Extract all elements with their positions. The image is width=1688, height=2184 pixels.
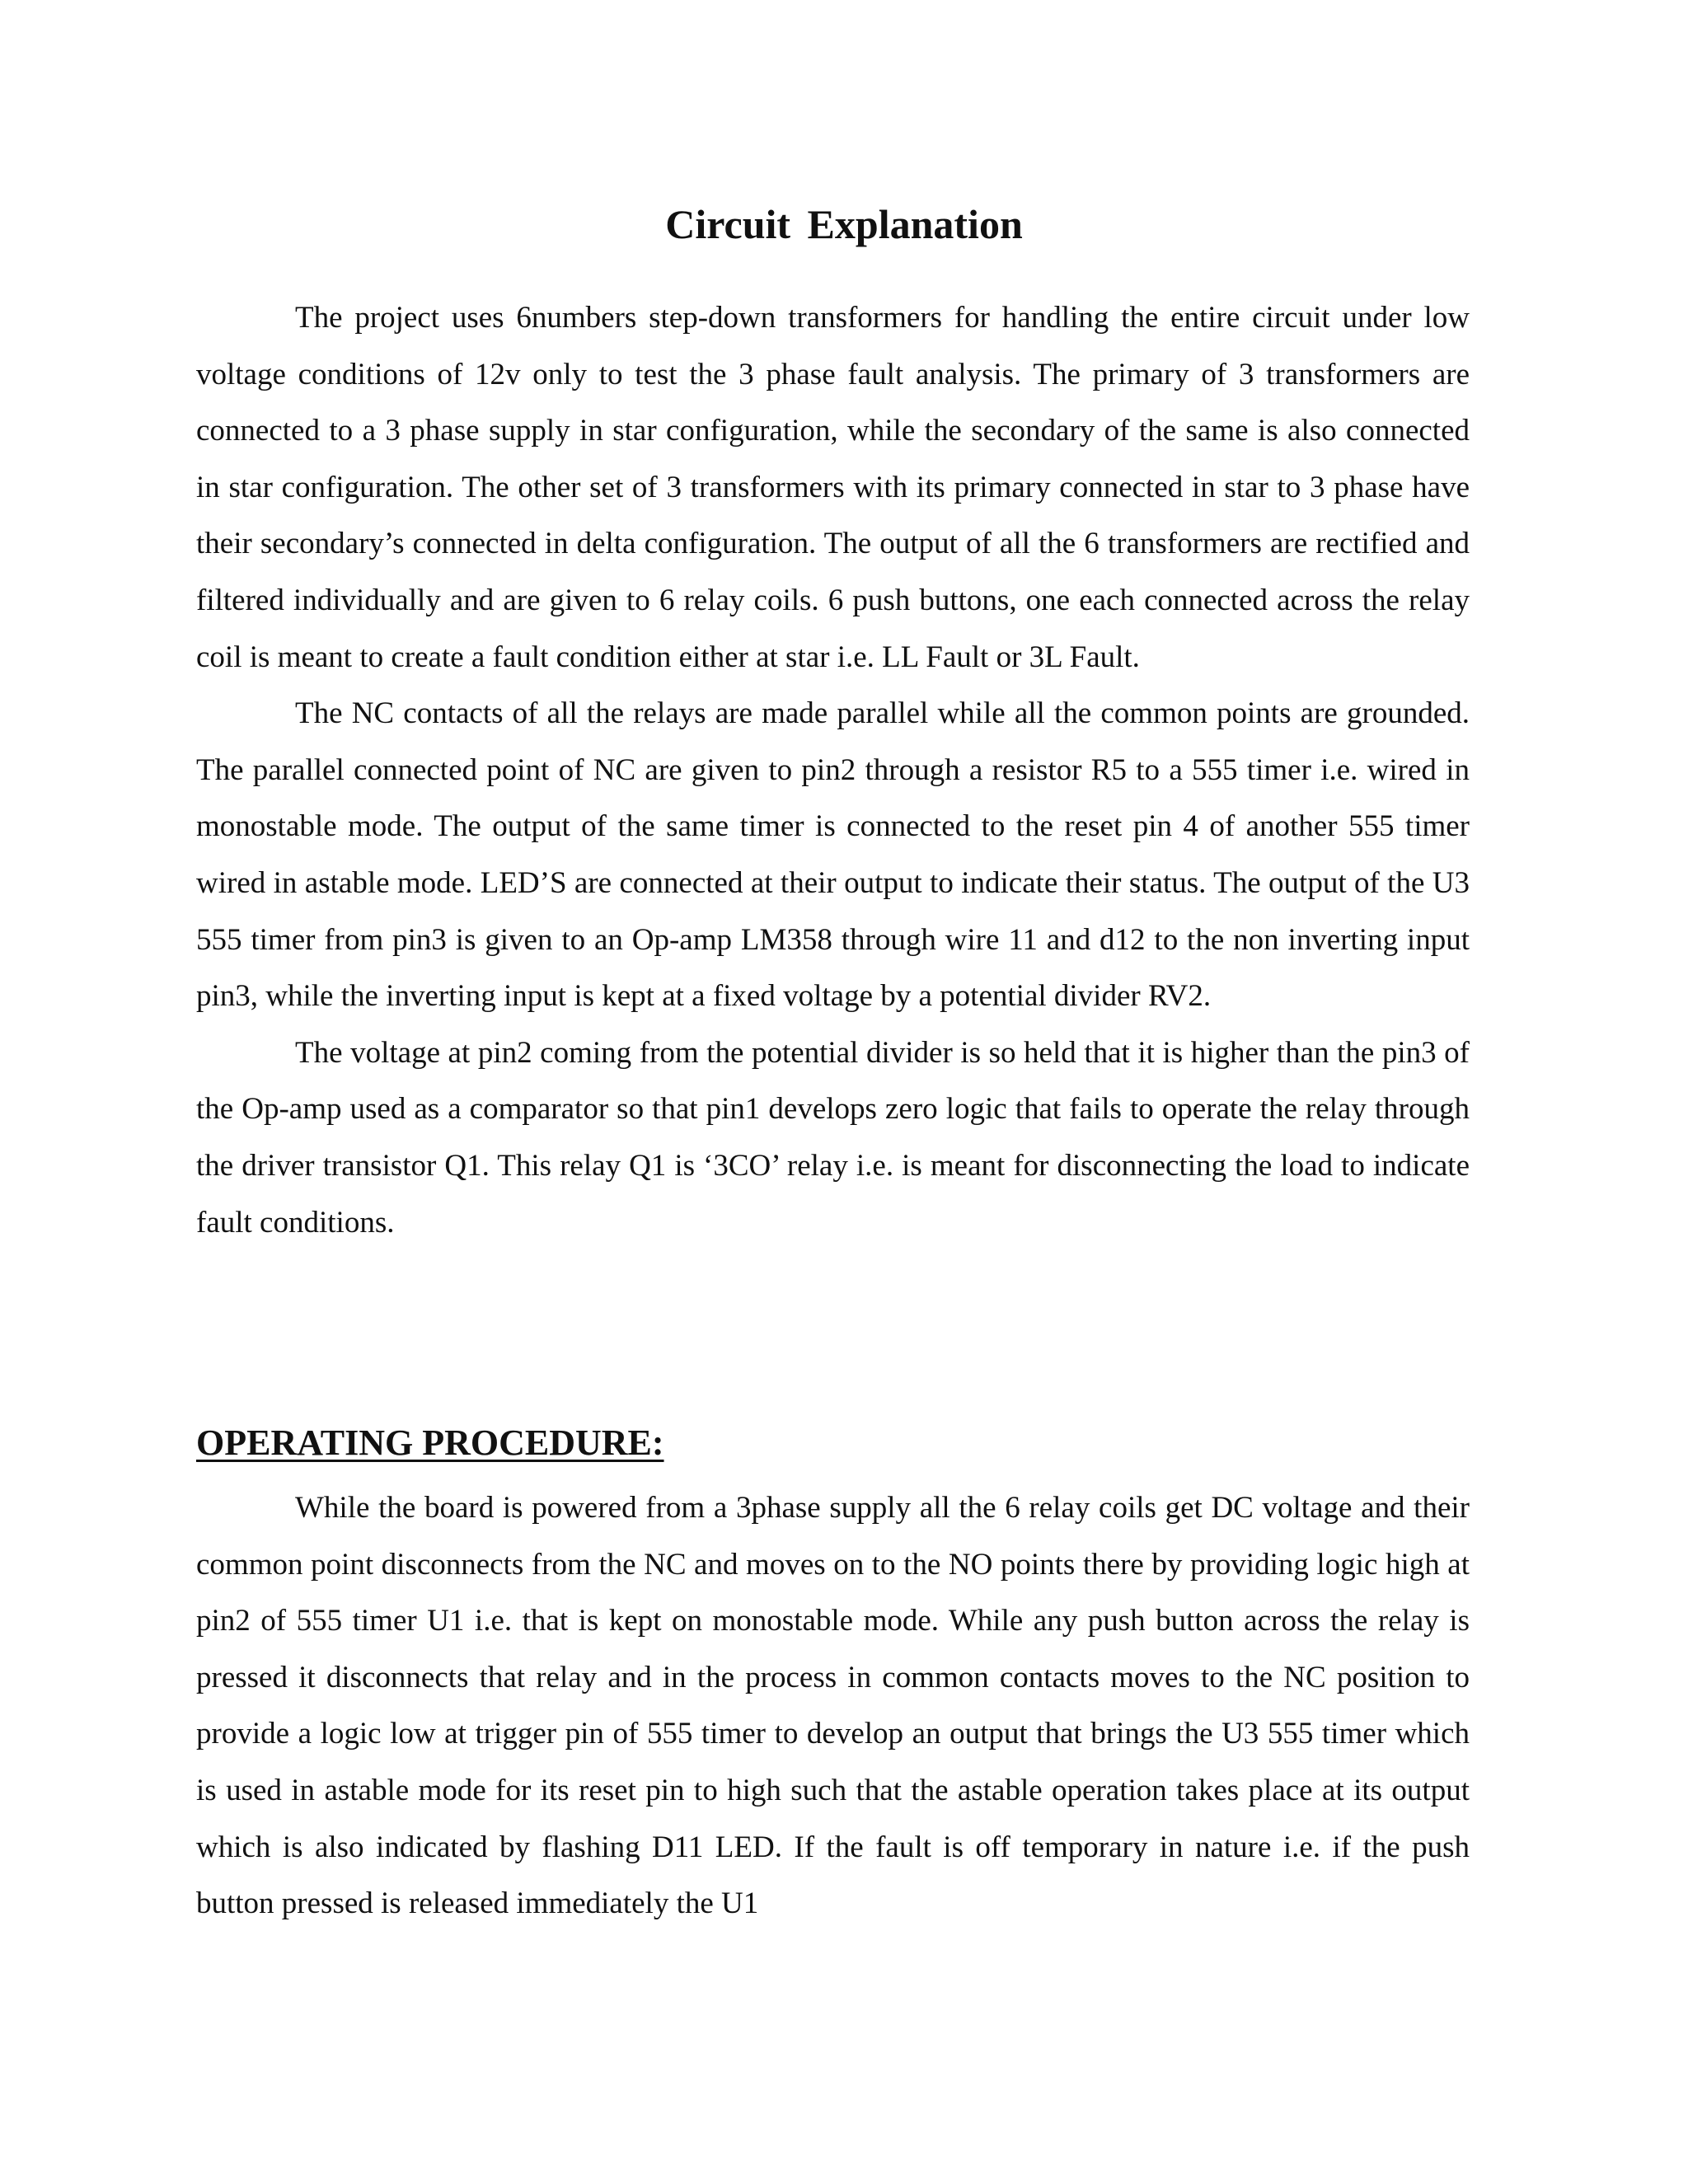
paragraph: The project uses 6numbers step-down transformers for handling the entire circuit under low voltage conditions of 12v only to test the 3 phase fault analysis. The primary of 3 transformers are connected to a 3 phase supply in star configuration, while the secondary of the same is also connected in star configuration. The other set of 3 transformers with its primary connected in star to 3 phase have their secondary’s connected in delta configuration. The output of all the 6 transformers are rectified and filtered individually and are given to 6 relay coils. 6 push buttons, one each connected across the relay coil is meant to create a fault condition either at star i.e. LL Fault or 3L Fault.: [196, 301, 1470, 674]
page-title: Circuit Explanation: [665, 201, 1023, 247]
operating-procedure-section: [196, 1480, 1470, 1933]
paragraph: The NC contacts of all the relays are made parallel while all the common points are grounded. The parallel connected point of NC are given to pin2 through a resistor R5 to a 555 timer i.e. wired in monostable mode. The output of the same timer is connected to the reset pin 4 of another 555 timer wired in astable mode. LED’S are connected at their output to indicate their status. The output of the U3 555 timer from pin3 is given to an Op-amp LM358 through wire 11 and d12 to the non inverting input pin3, while the inverting input is kept at a fixed voltage by a potential divider RV2.: [196, 696, 1470, 1014]
paragraph: The voltage at pin2 coming from the potential divider is so held that it is higher than the pin3 of the Op-amp used as a comparator so that pin1 develops zero logic that fails to operate the relay through the driver transistor Q1. This relay Q1 is ‘3CO’ relay i.e. is meant for disconnecting the load to indicate fault conditions.: [196, 1035, 1470, 1240]
section-heading: OPERATING PROCEDURE:: [196, 1422, 664, 1463]
circuit-explanation-section: [196, 290, 1470, 1251]
paragraph: While the board is powered from a 3phase supply all the 6 relay coils get DC voltage and their common point disconnects from the NC and moves on to the NO points there by providing logic high at pin2 of 555 timer U1 i.e. that is kept on monostable mode. While any push button across the relay is pressed it disconnects that relay and in the process in common contacts moves to the NC position to provide a logic low at trigger pin of 555 timer to develop an output that brings the U3 555 timer which is used in astable mode for its reset pin to high such that the astable operation takes place at its output which is also indicated by flashing D11 LED. If the fault is off temporary in nature i.e. if the push button pressed is released immediately the U1: [196, 1491, 1470, 1921]
